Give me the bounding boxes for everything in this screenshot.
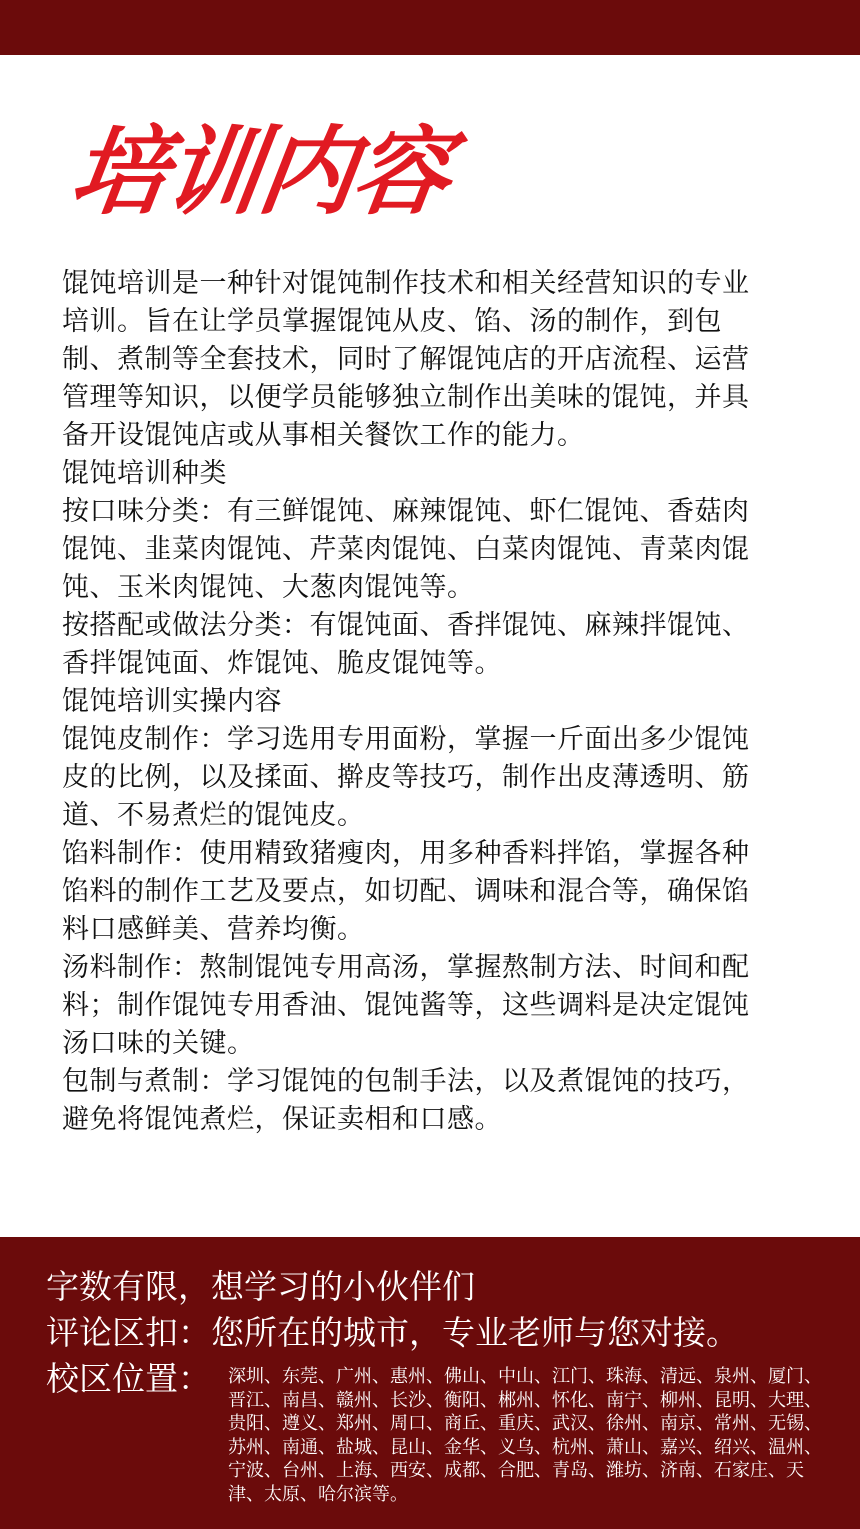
wrapper-making-paragraph: 馄饨皮制作：学习选用专用面粉，掌握一斤面出多少馄饨皮的比例，以及揉面、擀皮等技巧，制作出皮薄透明、筋道、不易煮烂的馄饨皮。 [62,724,750,831]
types-by-method-paragraph: 按搭配或做法分类：有馄饨面、香拌馄饨、麻辣拌馄饨、香拌馄饨面、炸馄饨、脆皮馄饨等。 [62,610,750,679]
wrapping-cooking-paragraph: 包制与煮制：学习馄饨的包制手法，以及煮馄饨的技巧，避免将馄饨煮烂，保证卖相和口感。 [62,1066,750,1135]
intro-paragraph: 馄饨培训是一种针对馄饨制作技术和相关经营知识的专业培训。旨在让学员掌握馄饨从皮、馅、汤的制作，到包制、煮制等全套技术，同时了解馄饨店的开店流程、运营管理等知识，以便学员能够独立制作出美味的馄饨，并具备开设馄饨店或从事相关餐饮工作的能力。 [62,268,750,451]
practice-heading: 馄饨培训实操内容 [62,686,282,717]
types-by-flavor-paragraph: 按口味分类：有三鲜馄饨、麻辣馄饨、虾仁馄饨、香菇肉馄饨、韭菜肉馄饨、芹菜肉馄饨、白菜肉馄饨、青菜肉馄饨、玉米肉馄饨、大葱肉馄饨等。 [62,496,750,603]
page-title: 培训内容 [63,116,456,228]
footer-comment-prompt: 评论区扣：您所在的城市，专业老师与您对接。 [46,1313,739,1352]
types-heading: 馄饨培训种类 [62,458,227,489]
filling-making-paragraph: 馅料制作：使用精致猪瘦肉，用多种香料拌馅，掌握各种馅料的制作工艺及要点，如切配、调味和混合等，确保馅料口感鲜美、营养均衡。 [62,838,750,945]
soup-making-paragraph: 汤料制作：熬制馄饨专用高汤，掌握熬制方法、时间和配料；制作馄饨专用香油、馄饨酱等，这些调料是决定馄饨汤口味的关键。 [62,952,750,1059]
campus-city-list: 深圳、东莞、广州、惠州、佛山、中山、江门、珠海、清远、泉州、厦门、晋江、南昌、赣州、长沙、衡阳、郴州、怀化、南宁、柳州、昆明、大理、贵阳、遵义、郑州、周口、商丘、重庆、武汉、徐州、南京、常州、无锡、苏州、南通、盐城、昆山、金华、义乌、杭州、萧山、嘉兴、绍兴、温州、宁波、台州、上海、西安、成都、合肥、青岛、潍坊、济南、石家庄、天津、太原、哈尔滨等。 [228,1366,822,1505]
top-banner [0,0,860,55]
main-content-area [0,55,860,1237]
footer-banner [0,1237,860,1529]
campus-label: 校区位置： [46,1359,211,1398]
footer-call-to-action: 字数有限，想学习的小伙伴们 [46,1267,475,1306]
article-body [62,265,770,1139]
